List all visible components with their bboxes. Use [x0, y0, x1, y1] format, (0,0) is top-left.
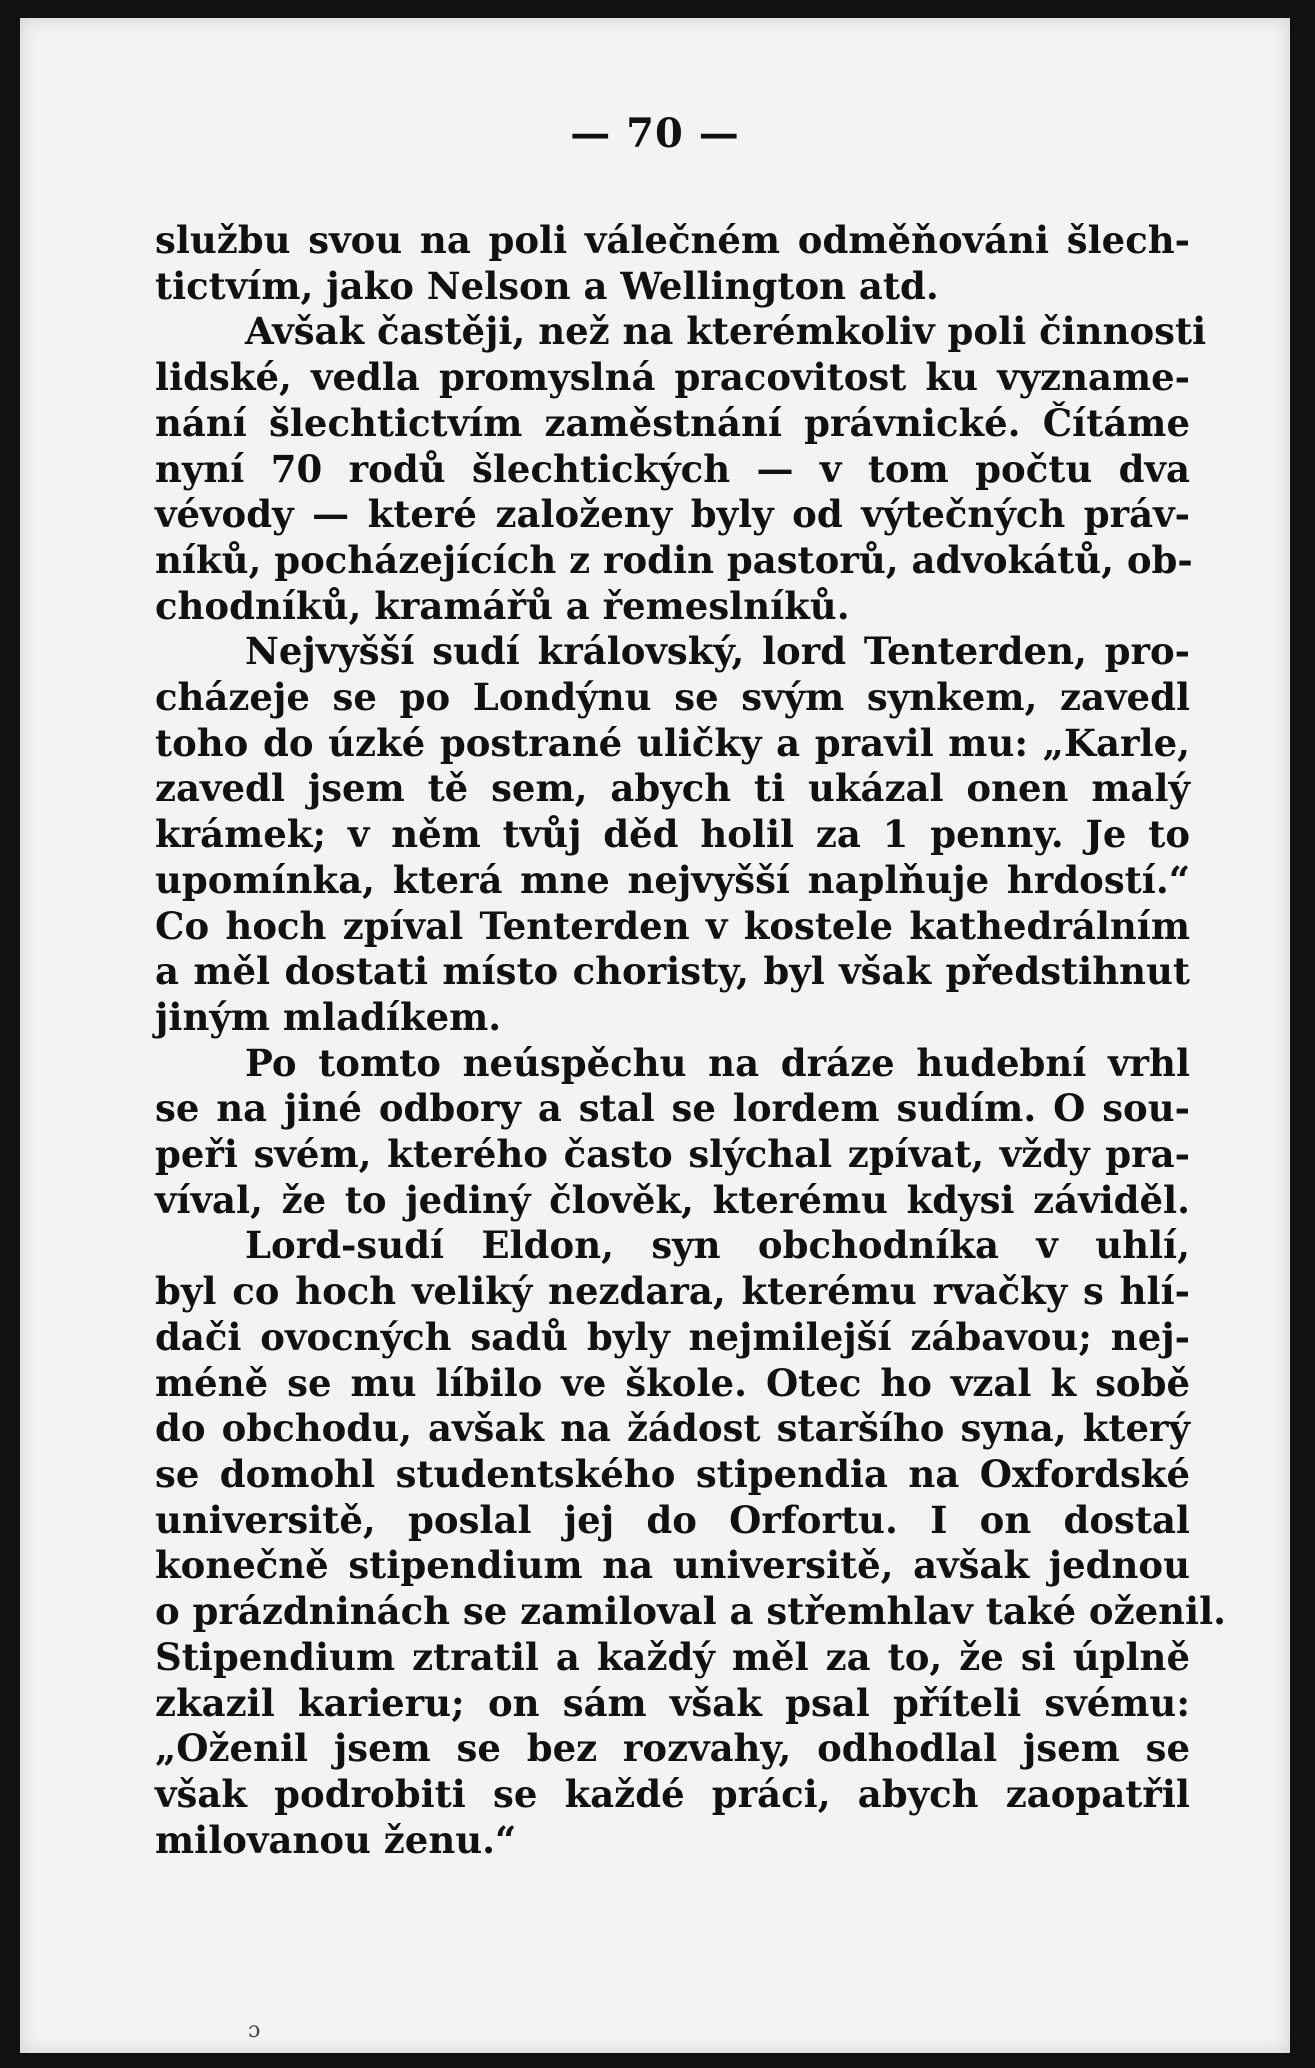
text-line: upomínka, která mne nejvyšší naplňuje hrdostí.“ — [155, 857, 1190, 902]
text-line: universitě, poslal jej do Orfortu. I on dostal — [155, 1497, 1190, 1542]
text-line: službu svou na poli válečném odměňováni šlech- — [155, 218, 1190, 262]
text-line: níků, pocházejících z rodin pastorů, advokátů, ob- — [155, 537, 1193, 582]
text-line: Po tomto neúspěchu na dráze hudební vrhl — [245, 1040, 1190, 1085]
text-line: Stipendium ztratil a každý měl za to, že si úplně — [155, 1634, 1190, 1679]
text-line: se na jiné odbory a stal se lordem sudím. O sou- — [155, 1086, 1190, 1131]
text-line: toho do úzké postrané uličky a pravil mu: „Karle, — [155, 720, 1190, 765]
text-line: Avšak častěji, než na kterémkoliv poli činnosti — [245, 309, 1207, 354]
footer-mark: ɔ — [248, 2018, 261, 2043]
text-line: dači ovocných sadů byly nejmilejší zábavou; nej- — [155, 1314, 1190, 1359]
text-line: méně se mu líbilo ve škole. Otec ho vzal k sobě — [155, 1360, 1190, 1405]
text-line: nyní 70 rodů šlechtických — v tom počtu dva — [155, 446, 1190, 491]
text-line: o prázdninách se zamiloval a střemhlav také oženil. — [155, 1589, 1227, 1634]
text-line: zkazil karieru; on sám však psal příteli svému: — [155, 1680, 1190, 1725]
text-line: jiným mladíkem. — [155, 994, 502, 1039]
book-page — [20, 18, 1290, 2053]
text-line: Lord-sudí Eldon, syn obchodníka v uhlí, — [245, 1223, 1190, 1268]
text-line: milovanou ženu.“ — [155, 1817, 517, 1862]
text-line: byl co hoch veliký nezdara, kterému rvačky s hlí- — [155, 1269, 1190, 1314]
text-line: peři svém, kterého často slýchal zpívat, vždy pra- — [155, 1132, 1190, 1177]
body-text — [155, 218, 1227, 1863]
text-line: nání šlechtictvím zaměstnání právnické. Čítáme — [155, 400, 1190, 445]
text-line: Co hoch zpíval Tenterden v kostele kathedrálním — [155, 903, 1190, 948]
text-line: a měl dostati místo choristy, byl však předstihnut — [155, 949, 1190, 994]
text-line: „Oženil jsem se bez rozvahy, odhodlal jsem se — [155, 1726, 1190, 1771]
text-line: tictvím, jako Nelson a Wellington atd. — [155, 263, 939, 308]
text-line: vévody — které založeny byly od výtečných práv- — [155, 492, 1190, 537]
text-line: Nejvyšší sudí královský, lord Tenterden, pro- — [245, 629, 1190, 674]
text-line: lidské, vedla promyslná pracovitost ku vyzname- — [155, 355, 1190, 400]
text-line: zavedl jsem tě sem, abych ti ukázal onen malý — [155, 766, 1190, 811]
text-line: však podrobiti se každé práci, abych zaopatřil — [155, 1771, 1190, 1816]
text-line: cházeje se po Londýnu se svým synkem, zavedl — [155, 675, 1190, 720]
text-line: víval, že to jediný člověk, kterému kdysi záviděl. — [155, 1177, 1190, 1222]
text-line: chodníků, kramářů a řemeslníků. — [155, 583, 850, 628]
text-line: se domohl studentského stipendia na Oxfordské — [155, 1451, 1190, 1496]
page-number: — 70 — — [570, 110, 740, 157]
text-line: konečně stipendium na universitě, avšak jednou — [155, 1543, 1190, 1588]
text-line: krámek; v něm tvůj děd holil za 1 penny. Je to — [155, 812, 1190, 857]
text-line: do obchodu, avšak na žádost staršího syna, který — [155, 1406, 1190, 1451]
